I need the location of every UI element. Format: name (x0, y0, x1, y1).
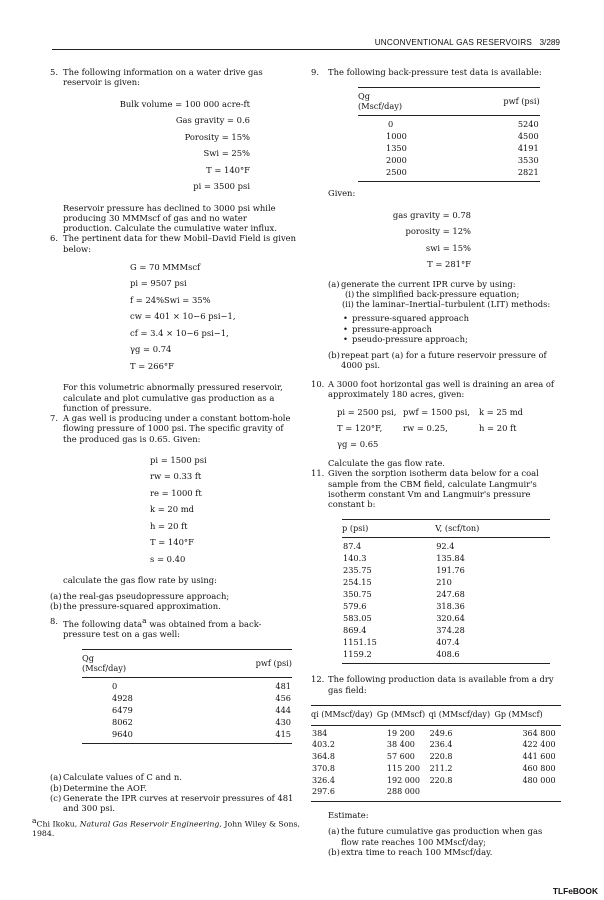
list-item: the simplified back-pressure equation; (356, 288, 520, 299)
table-row: 384 19 200 249.6 364 800 (312, 728, 556, 738)
table-header: V, (scf/ton) (435, 523, 480, 534)
problem-6-text: For this volumetric abnormally pressured reservoir, calculate and plot cumulative gas production as a function of pressure. (63, 382, 283, 413)
problem-6-equations (50, 259, 297, 375)
table-row: 869.4 374.28 (343, 625, 465, 636)
equation: s = 0.40 (150, 553, 186, 564)
problem-5-intro: The following information on a water drive gas reservoir is given: (63, 67, 263, 88)
list-item: generate the current IPR curve by using: (341, 278, 516, 289)
table-header: pwf (psi) (503, 96, 540, 107)
table-row: 6479 444 (112, 705, 291, 716)
table-row: 140.3 135.84 (343, 553, 465, 564)
list-item: Generate the IPR curves at reservoir pressures of 481 and 300 psi. (63, 792, 294, 814)
problem-5: 5. The following information on a water drive gas reservoir is given: (50, 67, 263, 88)
table-row: 364.8 57 600 220.8 441 600 (312, 752, 556, 761)
equation: swi = 15% (425, 242, 471, 253)
table-header: Qg (Mscf/day) (82, 653, 127, 674)
table-header: pwf (psi) (255, 658, 292, 669)
equation: Bulk volume = 100 000 acre-ft (119, 98, 250, 109)
table-row: 0 481 (112, 681, 291, 692)
right-column (311, 67, 561, 857)
problem-8: 8. The following data$^a$ was obtained from a back-pressure test on a gas well: (50, 616, 262, 640)
problem-9-intro: The following back-pressure test data is available: (328, 67, 542, 77)
problem-5-equations (50, 96, 250, 195)
problem-8-intro: The following data$^a$ was obtained from a back-pressure test on a gas well: (63, 616, 262, 640)
table-row: 2500 2821 (358, 166, 540, 182)
list-item: pressure-squared approach (352, 313, 469, 324)
table-row: 2000 3530 (386, 155, 539, 166)
equation: T = 281°F (427, 259, 471, 269)
problem-9: 9. The following back-pressure test data is available: (311, 67, 542, 77)
footnote: $^a$Chi Ikoku, Natural Gas Reservoir Engineering, John Wiley & Sons, 1984. (32, 816, 300, 839)
equation: porosity = 12% (405, 226, 471, 236)
equation: rw = 0.33 ft (150, 471, 202, 482)
table-header: qi (MMscf/day) (428, 709, 491, 719)
problem-12-items: (a) the future cumulative gas production when gas flow rate reaches 100 MMscf/day; (b) extra time to reach 100 MMscf/day. (328, 826, 543, 857)
problem-10-intro: A 3000 foot horizontal gas well is draining an area of approximately 180 acres, given: (328, 378, 554, 399)
table-row: 579.6 318.36 (343, 601, 465, 612)
problem-12-table (311, 705, 561, 802)
table-row: 403.2 38 400 236.4 422 400 (312, 740, 556, 750)
equation: T = 140°F (150, 537, 194, 548)
equation: T = 140°F (206, 164, 250, 175)
table-row: 370.8 115 200 211.2 460 800 (312, 763, 556, 773)
equation: cf = 3.4 × 10−6 psi−1, (130, 327, 229, 338)
table-row: 583.05 320.64 (343, 613, 465, 624)
list-item: the laminar–Inertial–turbulent (LIT) methods: (356, 299, 551, 309)
equation: Porosity = 15% (184, 131, 250, 142)
table-row: 297.6 288 000 (311, 786, 561, 801)
list-item: the pressure-squared approximation. (63, 600, 221, 611)
list-item: Calculate values of C and n. (63, 772, 182, 783)
list-item: the future cumulative gas production when gas flow rate reaches 100 MMscf/day; (341, 826, 543, 847)
running-title: UNCONVENTIONAL GAS RESERVOIRS (374, 38, 532, 47)
problem-9-equations (311, 207, 471, 273)
list-item: Determine the AOF. (63, 782, 148, 793)
table-row: 235.75 191.76 (343, 565, 465, 576)
problem-7-equations (50, 452, 297, 568)
problem-8-table (82, 649, 292, 744)
table-row: 87.4 92.4 (343, 541, 455, 552)
problem-12: 12. The following production data is available from a dry gas field: (311, 674, 554, 695)
table-row: 0 5240 (388, 119, 539, 130)
equation: h = 20 ft (150, 520, 188, 531)
page-number: 3/289 (539, 38, 560, 47)
table-row: 326.4 192 000 220.8 480 000 (312, 775, 556, 785)
table-row: 8062 430 (112, 717, 291, 728)
problem-7-items: (a) the real-gas pseudopressure approach; (b) the pressure-squared approximation. (50, 590, 230, 611)
left-column (50, 67, 297, 813)
problem-9-parts: (a) generate the current IPR curve by using: (i) the simplified back-pressure equation; (ii) the laminar–Inertial–turbulent (LIT) methods: • pressure-squared approach • pressure-approach • pseudo-pressure approach; (b) repeat part (a) for a future reservoir pressure of 4000 psi. (328, 278, 551, 371)
problem-9-table (358, 87, 540, 182)
problem-7-text: calculate the gas flow rate by using: (63, 575, 217, 586)
problem-10: 10. A 3000 foot horizontal gas well is draining an area of approximately 180 acres, given: (311, 378, 554, 399)
table-row: 350.75 247.68 (343, 589, 465, 600)
table-header: Qg (Mscf/day) (358, 91, 403, 112)
list-item: the real-gas pseudopressure approach; (63, 590, 230, 601)
equation: pi = 3500 psi (193, 181, 250, 191)
page-header (52, 38, 560, 50)
list-item: pseudo-pressure approach; (352, 333, 468, 344)
list-item: repeat part (a) for a future reservoir pressure of 4000 psi. (341, 350, 547, 371)
table-row: 1151.15 407.4 (343, 637, 460, 648)
equation: cw = 401 × 10−6 psi−1, (130, 311, 236, 322)
problem-8-items: (a) Calculate values of C and n. (b) Determine the AOF. (c) Generate the IPR curves at reservoir pressures of 481 and 300 psi. (50, 772, 294, 814)
equation: γg = 0.74 (130, 344, 172, 355)
equation: pi = 1500 psi (150, 454, 207, 465)
table-header: Gp (MMscf) (376, 709, 426, 719)
problem-10-text: Calculate the gas flow rate. (328, 458, 445, 468)
equation: re = 1000 ft (150, 487, 202, 498)
equation: f = 24%Swi = 35% (130, 294, 211, 305)
equation: gas gravity = 0.78 (392, 209, 471, 220)
problem-6-intro: The pertinent data for thew Mobil–David Field is given below: (63, 233, 297, 254)
problem-6: 6. The pertinent data for thew Mobil–David Field is given below: (50, 233, 297, 254)
table-row: 1159.2 408.6 (342, 648, 550, 664)
table-row: 1350 4191 (386, 143, 539, 154)
equation: G = 70 MMMscf (130, 261, 201, 272)
table-row: 254.15 210 (343, 577, 452, 588)
table-header: qi (MMscf/day) (311, 709, 373, 719)
problem-9-given: Given: (328, 188, 356, 199)
equation: T = 266°F (130, 360, 174, 371)
problem-11: 11. Given the sorption isotherm data below for a coal sample from the CBM field, calculate Langmuir's isotherm constant Vm and Langmuir's pressure constant b: (311, 468, 539, 509)
problem-11-intro: Given the sorption isotherm data below for a coal sample from the CBM field, calculate Langmuir's isotherm constant Vm and Langmuir's pressure constant b: (328, 468, 539, 509)
problem-12-intro: The following production data is available from a dry gas field: (328, 674, 554, 695)
equation: Gas gravity = 0.6 (175, 115, 250, 125)
problem-12-estimate: Estimate: (328, 810, 369, 820)
problem-5-text: Reservoir pressure has declined to 3000 psi while producing 30 MMMscf of gas and no water production. Calculate the cumulative water influx. (63, 202, 277, 233)
problem-7: 7. A gas well is producing under a constant bottom-hole flowing pressure of 1000 psi. The specific gravity of the produced gas is 0.65. Given: (50, 413, 291, 444)
table-row: 9640 415 (82, 728, 292, 744)
table-header: p (psi) (342, 523, 369, 534)
table-header: Gp (MMscf) (494, 709, 543, 719)
problem-10-values: pi = 2500 psi, pwf = 1500 psi, k = 25 md T = 120°F, rw = 0.25, h = 20 ft γg = 0.65 (337, 407, 524, 449)
equation: k = 20 md (150, 504, 195, 515)
problem-11-table (342, 519, 550, 664)
table-row: 4928 456 (112, 693, 291, 704)
footer-mark: TLFeBOOK (552, 886, 598, 896)
equation: Swi = 25% (203, 148, 250, 158)
table-row: 1000 4500 (386, 131, 539, 142)
problem-7-intro: A gas well is producing under a constant bottom-hole flowing pressure of 1000 psi. The specific gravity of the produced gas is 0.65. Given: (63, 413, 291, 444)
equation: pi = 9507 psi (130, 278, 187, 289)
list-item: pressure-approach (352, 323, 432, 334)
list-item: extra time to reach 100 MMscf/day. (341, 846, 493, 857)
